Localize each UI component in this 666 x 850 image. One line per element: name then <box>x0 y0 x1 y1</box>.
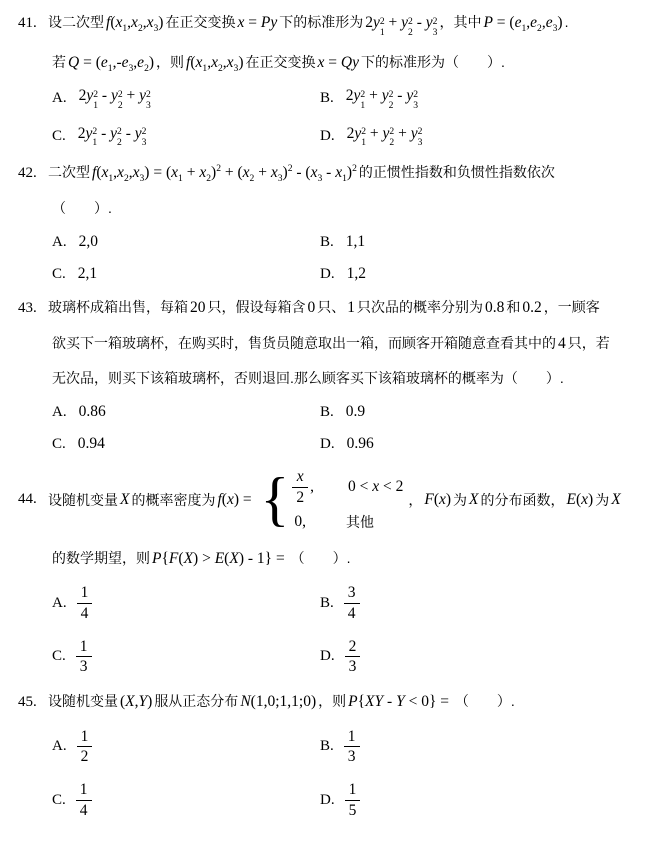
fraction <box>344 727 360 767</box>
fraction-denominator: 4 <box>79 801 88 819</box>
fraction-denominator: 3 <box>348 658 357 676</box>
question-number: 41. <box>18 15 37 31</box>
option-content <box>344 87 420 111</box>
subscript: 3 <box>317 173 323 185</box>
math-expression: x = Qy <box>317 53 359 71</box>
question-number: 44. <box>18 491 37 508</box>
text-run: 在正交变换 <box>165 14 236 30</box>
question-line <box>0 467 660 532</box>
question-line <box>0 548 660 569</box>
subscript: 3 <box>432 26 438 38</box>
subscript: 2 <box>123 173 129 185</box>
math-expression: 2y 2 1 - y 2 2 + y 2 3 <box>78 86 151 111</box>
question-41 <box>0 12 660 148</box>
cases-cell <box>346 512 374 532</box>
piecewise-cases <box>261 467 406 532</box>
option-label: A. <box>52 233 67 250</box>
option-content <box>76 125 149 149</box>
option-label: D. <box>320 265 335 282</box>
math-expression: F(x) <box>424 490 452 508</box>
superscript: 2 <box>141 126 147 138</box>
option-content <box>77 87 153 111</box>
option-content <box>344 233 367 251</box>
fraction <box>344 583 360 623</box>
cases-cell <box>292 513 308 531</box>
text-run: ，其中 <box>439 14 482 30</box>
subscript: 3 <box>413 99 418 111</box>
math-expression: 2y 2 1 - y 2 2 - y 2 3 <box>77 124 147 149</box>
fraction <box>77 583 93 623</box>
options-grid <box>0 583 660 677</box>
text-run: 若 <box>52 53 66 70</box>
subscript: 1 <box>342 173 347 185</box>
sub-sup-stack <box>146 89 151 111</box>
option-content <box>344 403 367 421</box>
option-C <box>52 125 320 149</box>
subscript: 2 <box>408 26 413 38</box>
options-grid <box>0 403 660 453</box>
text-run: ，一顾客 <box>543 299 600 316</box>
superscript: 2 <box>388 88 394 100</box>
superscript: 2 <box>432 15 438 27</box>
math-expression: E(x) <box>566 490 594 508</box>
sub-sup-stack <box>418 126 423 148</box>
option-content <box>345 637 361 677</box>
fraction-numerator: 1 <box>77 583 93 603</box>
math-expression: $Q = (e_1,-e_3,e_2)$ <box>68 53 155 74</box>
math-expression: 20 <box>190 299 206 317</box>
option-D <box>320 780 660 820</box>
option-label: A. <box>52 403 67 420</box>
option-label: A. <box>52 738 67 755</box>
question-line <box>0 691 660 713</box>
superscript: 2 <box>379 15 385 27</box>
option-label: C. <box>52 265 66 282</box>
superscript: 2 <box>117 88 123 100</box>
question-line <box>0 198 660 219</box>
text-run: ， <box>408 491 423 508</box>
math-expression: 1 <box>347 299 355 317</box>
fraction <box>76 637 92 677</box>
math-expression: 2y 2 1 + y 2 2 - y 2 3 <box>345 86 418 111</box>
option-label: A. <box>52 594 67 611</box>
text-run: 其他 <box>345 514 374 531</box>
option-content <box>76 265 99 283</box>
option-content <box>345 780 361 820</box>
math-expression: 0.9 <box>345 403 366 421</box>
fraction-numerator: 1 <box>344 727 360 747</box>
text-run: 为 <box>595 491 610 508</box>
text-run: 的数学期望，则 <box>52 550 150 567</box>
fraction-numerator: 1 <box>77 727 93 747</box>
option-content <box>76 435 107 453</box>
superscript: 2 <box>287 163 293 175</box>
math-expression: P{XY - Y < 0} = <box>348 692 450 710</box>
math-expression: 0.86 <box>78 403 106 421</box>
fraction-denominator: 5 <box>348 801 357 819</box>
fraction-numerator: 1 <box>76 780 92 800</box>
option-content <box>344 727 360 767</box>
subscript: 1 <box>379 26 385 38</box>
cases-cell <box>292 467 316 507</box>
option-A <box>52 87 320 111</box>
text-run: 只，假设每箱含 <box>207 299 306 316</box>
option-label: A. <box>52 90 67 107</box>
option-D <box>320 435 660 453</box>
fraction <box>345 780 361 820</box>
option-content <box>77 233 100 251</box>
math-expression: 0 < x < 2 <box>347 478 404 496</box>
text-run: ，则 <box>156 53 185 70</box>
math-expression: 2y 2 1 + y 2 2 + y 2 3 <box>346 124 423 149</box>
subscript: 3 <box>277 173 283 185</box>
option-D <box>320 125 660 149</box>
question-42 <box>0 162 660 283</box>
fraction <box>77 727 93 767</box>
fraction-numerator: 1 <box>76 637 92 657</box>
sub-sup-stack <box>142 126 147 148</box>
text-run: 玻璃杯成箱出售，每箱 <box>48 299 188 316</box>
subscript: 1 <box>178 173 183 185</box>
question-line <box>0 52 660 73</box>
question-45 <box>0 691 660 821</box>
superscript: 2 <box>417 126 423 138</box>
subscript: 3 <box>139 173 145 185</box>
math-expression: 1,1 <box>345 233 366 251</box>
question-number: 42. <box>18 165 37 182</box>
text-run: 的概率密度为 <box>131 491 216 508</box>
question-number: 45. <box>18 693 37 710</box>
math-expression: 4 <box>558 335 566 353</box>
option-content <box>76 637 92 677</box>
text-run: 只、 <box>317 299 346 316</box>
text-run: （ ）. <box>454 692 515 709</box>
math-expression: 0, <box>294 513 306 531</box>
text-run: 欲买下一箱玻璃杯，在购买时，售货员随意取出一箱，而顾客开箱随意查看其中的 <box>52 335 556 352</box>
option-D <box>320 637 660 677</box>
option-content <box>344 583 360 623</box>
cases-cell <box>346 478 405 496</box>
subscript: 1 <box>92 137 98 149</box>
option-C <box>52 435 320 453</box>
options-grid <box>0 727 660 821</box>
math-expression: $P = (e_1,e_2,e_3)$ <box>483 14 563 35</box>
subscript: 3 <box>233 62 239 74</box>
left-brace-icon: { <box>260 466 290 533</box>
math-expression: $f(x_1,x_2,x_3)$ <box>106 14 164 35</box>
option-A <box>52 583 320 623</box>
math-expression: X <box>120 490 130 508</box>
superscript: 2 <box>216 163 221 175</box>
option-content <box>77 403 108 421</box>
text-run: 为 <box>453 491 468 508</box>
option-label: C. <box>52 435 66 452</box>
option-A <box>52 727 320 767</box>
text-run: 设随机变量 <box>48 491 118 508</box>
option-content <box>76 780 92 820</box>
superscript: 2 <box>352 163 357 175</box>
text-run: ，则 <box>318 692 347 709</box>
superscript: 2 <box>92 126 98 138</box>
text-run: . <box>564 14 569 30</box>
option-B <box>320 233 660 251</box>
option-A <box>52 403 320 421</box>
math-expression: N(1,0;1,1;0) <box>240 692 317 710</box>
option-label: B. <box>320 738 334 755</box>
question-43 <box>0 297 660 453</box>
text-run: 和 <box>506 299 521 316</box>
question-number: 43. <box>18 300 37 317</box>
fraction-numerator: x <box>292 467 308 487</box>
text-run: （ ）. <box>290 550 351 567</box>
subscript: 2 <box>144 62 149 74</box>
subscript: 3 <box>552 23 558 35</box>
option-label: B. <box>320 233 334 250</box>
sub-sup-stack <box>413 89 418 111</box>
math-expression: 2,0 <box>78 233 98 251</box>
subscript: 3 <box>141 137 147 149</box>
math-expression: $f(x_1,x_2,x_3) = (x_1 + x_2)^2 + (x_2 + x_3)^2 - (x_3 - x_1)^2$ <box>92 163 357 185</box>
subscript: 2 <box>217 62 223 74</box>
subscript: 3 <box>153 23 159 35</box>
fraction-denominator: 2 <box>80 748 89 766</box>
option-C <box>52 637 320 677</box>
options-grid <box>0 87 660 149</box>
subscript: 2 <box>206 173 212 185</box>
option-label: C. <box>52 648 66 665</box>
subscript: 1 <box>361 137 367 149</box>
text-run: 在正交变换 <box>245 53 316 70</box>
subscript: 2 <box>249 173 255 185</box>
question-line <box>0 333 660 354</box>
text-run: 的正惯性指数和负惯性指数依次 <box>358 164 555 181</box>
subscript: 1 <box>107 62 113 74</box>
text-run: 服从正态分布 <box>154 692 239 709</box>
option-label: D. <box>320 435 335 452</box>
fraction-numerator: 2 <box>345 637 361 657</box>
sub-sup-stack <box>433 16 438 38</box>
math-expression: 0.96 <box>346 435 374 453</box>
superscript: 2 <box>146 88 151 100</box>
subscript: 1 <box>122 23 128 35</box>
subscript: 2 <box>117 99 123 111</box>
superscript: 2 <box>408 15 413 27</box>
text-run: 的分布函数， <box>480 491 565 508</box>
subscript: 3 <box>128 62 134 74</box>
math-expression: 2y 2 1 + y 2 2 - y 2 3 <box>365 14 438 38</box>
question-line <box>0 162 660 184</box>
option-B <box>320 727 660 767</box>
question-line <box>0 297 660 319</box>
superscript: 2 <box>117 126 122 138</box>
option-C <box>52 265 320 283</box>
text-run: 下的标准形为 <box>279 14 364 30</box>
math-expression: x = Py <box>237 14 278 31</box>
question-line <box>0 12 660 38</box>
superscript: 2 <box>360 88 366 100</box>
subscript: 1 <box>108 173 114 185</box>
superscript: 2 <box>389 126 395 138</box>
subscript: 1 <box>521 23 527 35</box>
text-run: 无次品，则买下该箱玻璃杯，否则退回.那么顾客买下该箱玻璃杯的概率为（ ）. <box>52 370 564 387</box>
text-run: （ ）. <box>52 200 112 217</box>
option-label: C. <box>52 791 66 808</box>
option-B <box>320 403 660 421</box>
option-content <box>345 265 368 283</box>
fraction <box>76 780 92 820</box>
fraction-denominator: 2 <box>296 488 305 506</box>
option-B <box>320 583 660 623</box>
math-expression: $f(x_1,x_2,x_3)$ <box>186 53 244 74</box>
subscript: 2 <box>388 99 394 111</box>
math-expression: , <box>310 477 314 495</box>
option-C <box>52 780 320 820</box>
fraction <box>292 467 308 507</box>
math-expression: 0.94 <box>77 435 105 453</box>
option-label: D. <box>320 648 335 665</box>
math-expression: X <box>469 490 479 508</box>
option-label: D. <box>320 127 335 144</box>
option-label: B. <box>320 403 334 420</box>
math-expression: 0.2 <box>522 299 542 317</box>
option-content <box>345 435 376 453</box>
text-run: 只，若 <box>567 335 610 352</box>
option-label: B. <box>320 90 334 107</box>
text-run: 设二次型 <box>48 14 104 30</box>
math-expression: (X,Y) <box>120 692 153 710</box>
subscript: 2 <box>117 137 122 149</box>
superscript: 2 <box>93 88 99 100</box>
subscript: 1 <box>93 99 99 111</box>
question-44 <box>0 467 660 676</box>
subscript: 1 <box>202 62 208 74</box>
math-expression: X <box>611 490 621 508</box>
option-label: D. <box>320 791 335 808</box>
option-content <box>345 125 425 149</box>
option-label: C. <box>52 127 66 144</box>
cases-grid <box>292 467 405 532</box>
subscript: 1 <box>360 99 366 111</box>
option-content <box>77 583 93 623</box>
option-D <box>320 265 660 283</box>
subscript: 3 <box>146 99 151 111</box>
subscript: 2 <box>389 137 395 149</box>
text-run: 只次品的概率分别为 <box>357 299 483 316</box>
math-expression: 0 <box>307 299 316 317</box>
subscript: 2 <box>537 23 542 35</box>
subscript: 2 <box>137 23 143 35</box>
question-line <box>0 368 660 389</box>
fraction-numerator: 1 <box>345 780 361 800</box>
text-run: 二次型 <box>48 164 90 181</box>
math-expression: P{F(X) > E(X) - 1} = <box>152 550 285 568</box>
option-B <box>320 87 660 111</box>
fraction-denominator: 4 <box>80 604 89 622</box>
subscript: 3 <box>417 137 423 149</box>
fraction-denominator: 4 <box>347 604 356 622</box>
text-run: 下的标准形为（ ）. <box>360 53 505 70</box>
math-expression: f(x) = <box>217 490 252 508</box>
options-grid <box>0 233 660 283</box>
option-content <box>77 727 93 767</box>
superscript: 2 <box>413 88 418 100</box>
superscript: 2 <box>361 126 367 138</box>
math-expression: 1,2 <box>346 265 366 283</box>
option-label: B. <box>320 594 334 611</box>
fraction-numerator: 3 <box>344 583 360 603</box>
fraction-denominator: 3 <box>79 658 88 676</box>
fraction-denominator: 3 <box>347 748 356 766</box>
fraction <box>345 637 361 677</box>
option-A <box>52 233 320 251</box>
math-expression: 2,1 <box>77 265 98 283</box>
text-run: 设随机变量 <box>48 692 118 709</box>
math-expression: 0.8 <box>485 299 505 317</box>
